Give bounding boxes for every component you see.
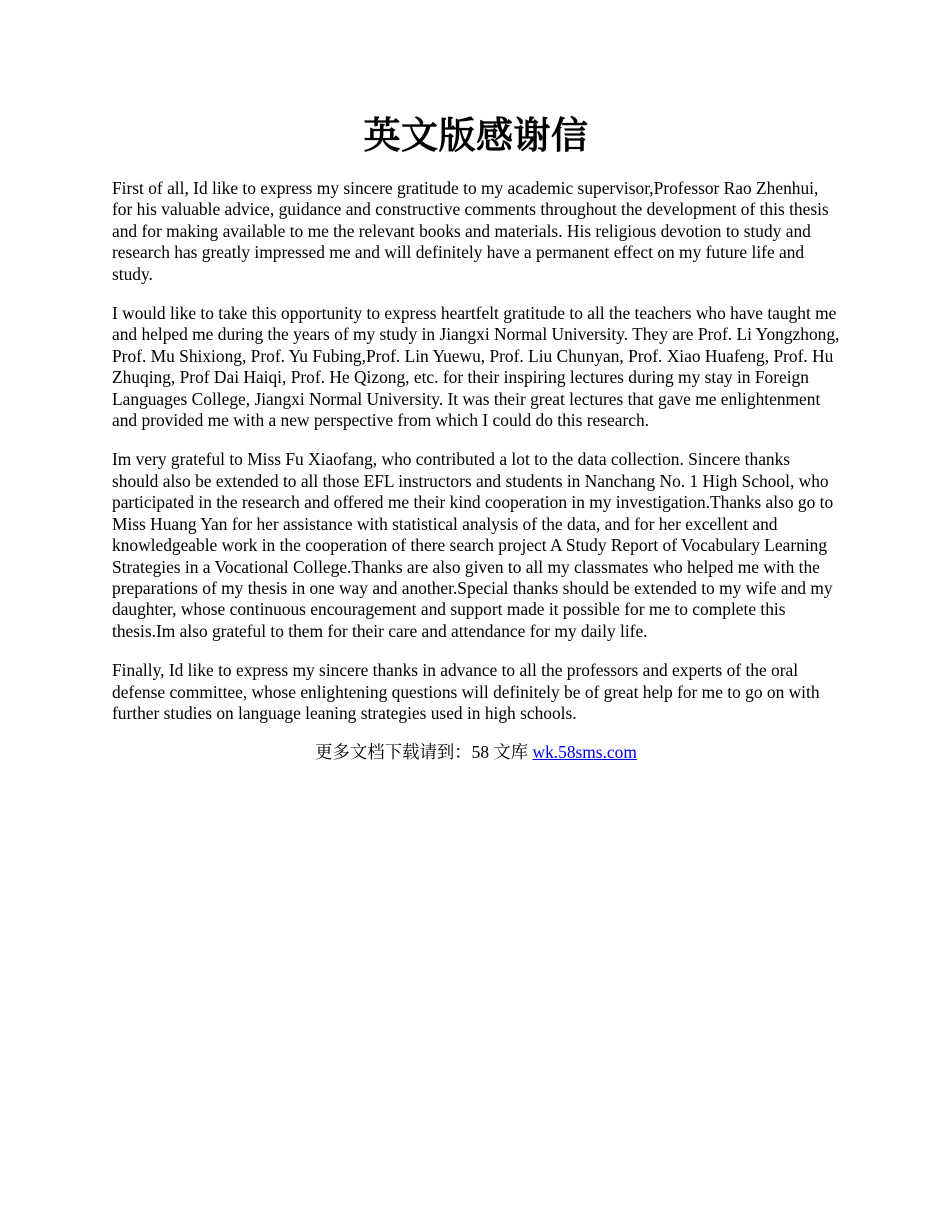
paragraph-acknowledgement-teachers: I would like to take this opportunity to express heartfelt gratitude to all the teachers who have taught me and helped me during the years of my study in Jiangxi Normal University. They are Prof. Li Yongzhong, Prof. Mu Shixiong, Prof. Yu Fubing,Prof. Lin Yuewu, Prof. Liu Chunyan, Prof. Xiao Huafeng, Prof. Hu Zhuqing, Prof Dai Haiqi, Prof. He Qizong, etc. for their inspiring lectures during my stay in Foreign Languages College, Jiangxi Normal University. It was their great lectures that gave me enlightenment and provided me with a new perspective from which I could do this research. xyxy=(112,303,840,431)
paragraph-acknowledgement-supervisor: First of all, Id like to express my sincere gratitude to my academic supervisor,Professor Rao Zhenhui, for his valuable advice, guidance and constructive comments throughout the development of this thesis and for making available to me the relevant books and materials. His religious devotion to study and research has greatly impressed me and will definitely have a permanent effect on my future life and study. xyxy=(112,178,829,284)
paragraph-acknowledgement-helpers: Im very grateful to Miss Fu Xiaofang, who contributed a lot to the data collection. Sincere thanks should also be extended to all those EFL instructors and students in Nanchang No. 1 High School, who participated in the research and offered me their kind cooperation in my investigation.Thanks also go to Miss Huang Yan for her assistance with statistical analysis of the data, and for her excellent and knowledgeable work in the cooperation of there search project A Study Report of Vocabulary Learning Strategies in a Vocational College.Thanks are also given to all my classmates who helped me with the preparations of my thesis in one way and another.Special thanks should be extended to my wife and my daughter, whose continuous encouragement and support made it possible for me to complete this thesis.Im also grateful to them for their care and attendance for my daily life. xyxy=(112,449,834,641)
paragraph-acknowledgement-committee: Finally, Id like to express my sincere thanks in advance to all the professors and experts of the oral defense committee, whose enlightening questions will definitely be of great help for me to go on with further studies on language leaning strategies used in high schools. xyxy=(112,660,820,723)
footer-prefix: 更多文档下载请到：58 文库 xyxy=(315,742,533,763)
document-title: 英文版感谢信 xyxy=(363,114,589,157)
footer-link[interactable]: wk.58sms.com xyxy=(532,742,637,763)
footer-download-note xyxy=(112,742,840,763)
document-page xyxy=(112,108,840,764)
